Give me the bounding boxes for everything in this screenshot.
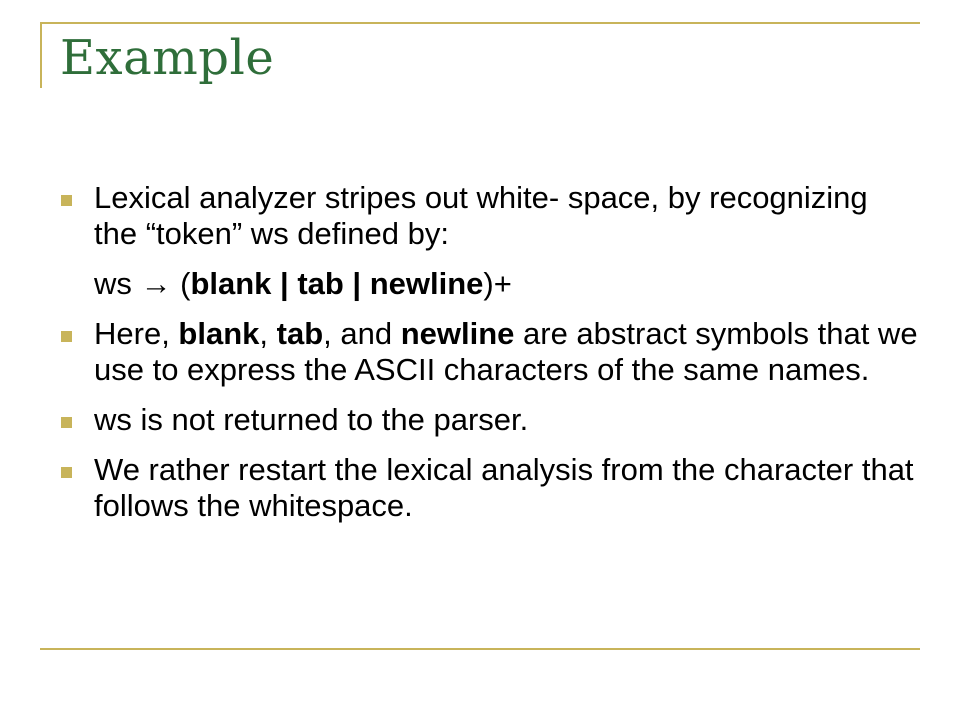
bottom-rule bbox=[40, 648, 920, 650]
square-bullet-icon bbox=[61, 467, 72, 478]
definition-line bbox=[58, 266, 918, 302]
definition-suffix: )+ bbox=[483, 266, 512, 301]
text-segment: are abstract symbols that we use to express the ASCII characters of the same names. bbox=[94, 316, 918, 387]
square-bullet-icon bbox=[61, 195, 72, 206]
bullet-item bbox=[58, 452, 918, 524]
text-segment: , and bbox=[323, 316, 401, 351]
bold-term-blank: blank bbox=[178, 316, 260, 351]
top-rule bbox=[40, 22, 920, 24]
definition-separator: | bbox=[343, 266, 370, 301]
square-bullet-icon bbox=[61, 331, 72, 342]
bullet-text: We rather restart the lexical analysis from the character that follows the whitespace. bbox=[94, 452, 914, 523]
slide-content bbox=[58, 180, 918, 538]
slide-title: Example bbox=[60, 30, 275, 86]
bold-term-newline: newline bbox=[400, 316, 515, 351]
definition-prefix: ws → ( bbox=[94, 266, 191, 301]
bullet-text bbox=[94, 316, 918, 387]
bullet-item bbox=[58, 180, 918, 252]
text-segment: Here, bbox=[94, 316, 179, 351]
definition-separator: | bbox=[271, 266, 298, 301]
definition-newline: newline bbox=[369, 266, 484, 301]
bullet-item bbox=[58, 402, 918, 438]
text-segment: , bbox=[259, 316, 277, 351]
definition-blank: blank bbox=[190, 266, 272, 301]
bullet-text: ws is not returned to the parser. bbox=[94, 402, 529, 437]
bold-term-tab: tab bbox=[276, 316, 324, 351]
bullet-text: Lexical analyzer stripes out white- space, by recognizing the “token” ws defined by: bbox=[94, 180, 868, 251]
bullet-item bbox=[58, 316, 918, 388]
left-rule bbox=[40, 22, 42, 88]
definition-tab: tab bbox=[297, 266, 344, 301]
square-bullet-icon bbox=[61, 417, 72, 428]
